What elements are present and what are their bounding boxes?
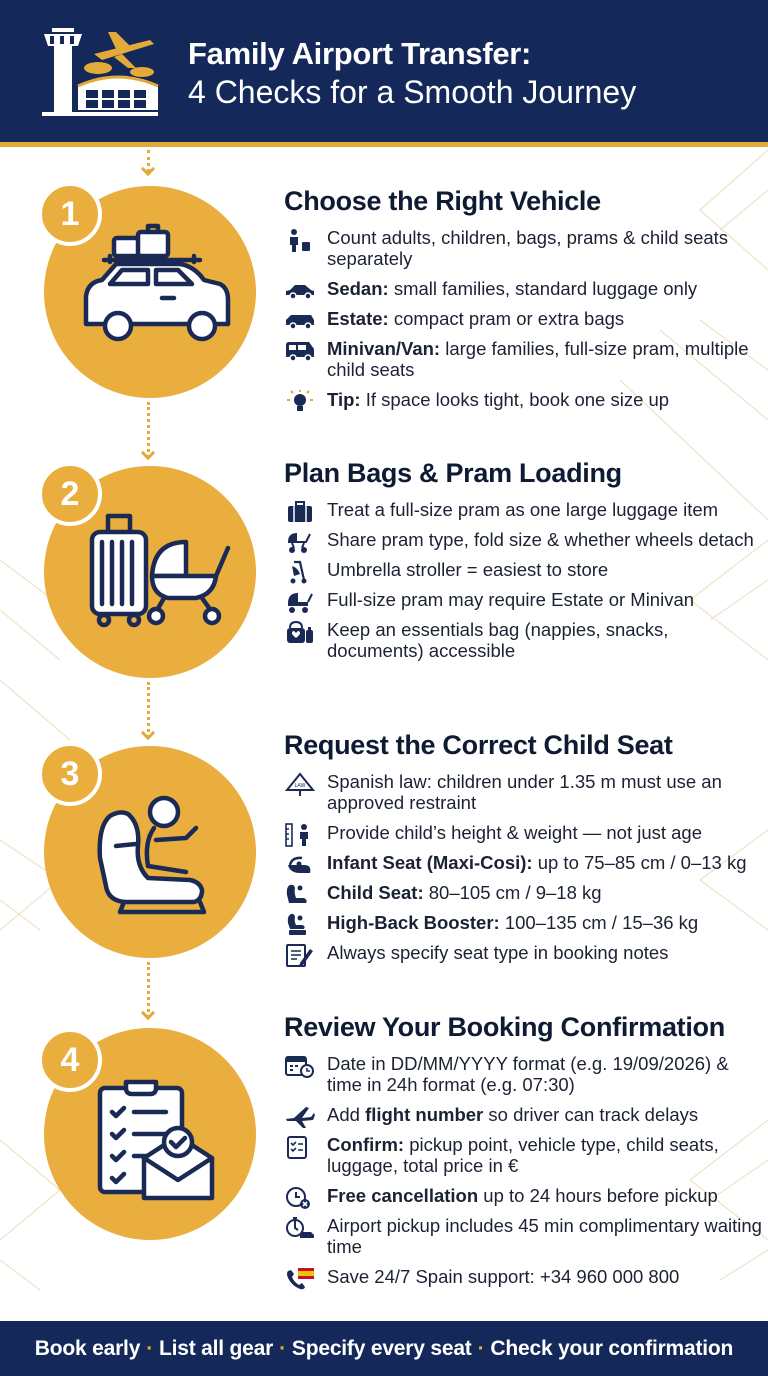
- header-banner: [0, 0, 768, 142]
- list-item: [284, 1134, 762, 1176]
- item-bold: Free cancellation: [327, 1185, 479, 1206]
- list-item: [284, 1185, 762, 1206]
- item-text: 100–135 cm / 15–36 kg: [499, 912, 699, 933]
- item-text: pickup point, vehicle type, child seats, luggage, total price in €: [327, 1134, 719, 1176]
- item-text: Full-size pram may require Estate or Minivan: [327, 589, 695, 610]
- item-text: large families, full-size pram, multiple child seats: [327, 338, 749, 380]
- item-text: up to 24 hours before pickup: [478, 1185, 718, 1206]
- notes-pencil-icon: [284, 943, 316, 967]
- item-text: If space looks tight, book one size up: [360, 389, 670, 410]
- item-bold: Infant Seat (Maxi-Cosi):: [327, 852, 533, 873]
- minivan-icon: [284, 339, 316, 363]
- checklist-icon: [284, 1135, 316, 1159]
- list-item: [284, 278, 762, 299]
- child-seat-icon: [284, 883, 316, 907]
- step-4-badge: 4: [38, 1028, 102, 1092]
- item-bold: Sedan:: [327, 278, 389, 299]
- item-text: Umbrella stroller = easiest to store: [327, 559, 609, 580]
- item-text: Date in DD/MM/YYYY format (e.g. 19/09/2026) & time in 24h format (e.g. 07:30): [327, 1053, 729, 1095]
- item-text: Share pram type, fold size & whether wheels detach: [327, 529, 754, 550]
- list-item: [284, 852, 762, 873]
- item-text: Spanish law: children under 1.35 m must use an approved restraint: [327, 771, 722, 813]
- title-line-1: Family Airport Transfer:: [188, 36, 532, 71]
- step-1-title: Choose the Right Vehicle: [284, 186, 601, 216]
- item-text: Treat a full-size pram as one large luggage item: [327, 499, 719, 520]
- list-item: [284, 338, 762, 380]
- infant-seat-icon: [284, 853, 316, 877]
- item-text: Provide child’s height & weight — not just age: [327, 822, 703, 843]
- page-title: [188, 36, 636, 112]
- suitcase-icon: [284, 500, 316, 524]
- title-line-2: 4 Checks for a Smooth Journey: [188, 74, 637, 110]
- item-bold: flight number: [365, 1104, 484, 1125]
- calendar-clock-icon: [284, 1054, 316, 1078]
- list-item: [284, 619, 762, 661]
- list-item: [284, 912, 762, 933]
- list-item: [284, 589, 762, 610]
- item-text: up to 75–85 cm / 0–13 kg: [532, 852, 747, 873]
- item-text: Always specify seat type in booking notes: [327, 942, 669, 963]
- footer-part-3: Specify every seat: [291, 1337, 472, 1360]
- list-item: [284, 771, 762, 813]
- item-bold: Tip:: [327, 389, 361, 410]
- item-text: Save 24/7 Spain support: +34 960 000 800: [327, 1266, 680, 1287]
- clock-cancel-icon: [284, 1186, 316, 1210]
- step-2-title: Plan Bags & Pram Loading: [284, 458, 622, 488]
- footer-separator: ·: [146, 1337, 153, 1360]
- item-text: Airport pickup includes 45 min complimentary waiting time: [327, 1215, 762, 1257]
- item-text: small families, standard luggage only: [388, 278, 698, 299]
- airplane-icon: [284, 1105, 316, 1129]
- footer-separator: ·: [477, 1337, 485, 1360]
- pram-icon: [284, 530, 316, 554]
- estate-car-icon: [284, 309, 316, 333]
- footer-banner: [0, 1321, 768, 1376]
- list-item: [284, 499, 762, 520]
- item-bold: Minivan/Van:: [327, 338, 441, 359]
- list-item: [284, 559, 762, 580]
- step-4-title: Review Your Booking Confirmation: [284, 1012, 725, 1042]
- step-2-section: [284, 458, 762, 670]
- list-item: [284, 1104, 762, 1125]
- item-text: Keep an essentials bag (nappies, snacks, documents) accessible: [327, 619, 669, 661]
- footer-part-4: Check your confirmation: [490, 1337, 734, 1360]
- phone-spain-flag-icon: [284, 1267, 316, 1291]
- item-text: Count adults, children, bags, prams & child seats separately: [327, 227, 729, 269]
- warning-sign-icon: [284, 772, 316, 796]
- full-size-pram-icon: [284, 590, 316, 614]
- item-text: 80–105 cm / 9–18 kg: [423, 882, 602, 903]
- item-bold: Estate:: [327, 308, 389, 329]
- step-2-badge: 2: [38, 462, 102, 526]
- svg-text:LAW: LAW: [294, 783, 306, 789]
- item-bold: High-Back Booster:: [327, 912, 500, 933]
- item-text: Add: [327, 1104, 366, 1125]
- sedan-icon: [284, 279, 316, 303]
- step-1-section: [284, 186, 762, 419]
- footer-part-1: Book early: [34, 1337, 141, 1360]
- item-text: compact pram or extra bags: [388, 308, 625, 329]
- booster-seat-icon: [284, 913, 316, 937]
- step-4-section: [284, 1012, 762, 1296]
- airport-tower-plane-icon: [38, 24, 162, 118]
- list-item: [284, 389, 762, 410]
- item-bold: Child Seat:: [327, 882, 424, 903]
- umbrella-stroller-icon: [284, 560, 316, 584]
- lightbulb-icon: [284, 390, 316, 414]
- footer-separator: ·: [279, 1337, 286, 1360]
- family-luggage-icon: [284, 228, 316, 252]
- height-measure-icon: [284, 823, 316, 847]
- footer-part-2: List all gear: [158, 1337, 274, 1360]
- list-item: [284, 529, 762, 550]
- list-item: [284, 227, 762, 269]
- list-item: [284, 822, 762, 843]
- stopwatch-car-icon: [284, 1216, 316, 1240]
- list-item: [284, 308, 762, 329]
- list-item: [284, 1266, 762, 1287]
- step-3-title: Request the Correct Child Seat: [284, 730, 673, 760]
- header-gold-stripe: [0, 142, 768, 147]
- list-item: [284, 942, 762, 963]
- step-1-badge: 1: [38, 182, 102, 246]
- essentials-bag-icon: [284, 620, 316, 644]
- list-item: [284, 1053, 762, 1095]
- item-bold: Confirm:: [327, 1134, 405, 1155]
- step-3-section: [284, 730, 762, 972]
- list-item: [284, 1215, 762, 1257]
- item-text: so driver can track delays: [483, 1104, 699, 1125]
- list-item: [284, 882, 762, 903]
- step-3-badge: 3: [38, 742, 102, 806]
